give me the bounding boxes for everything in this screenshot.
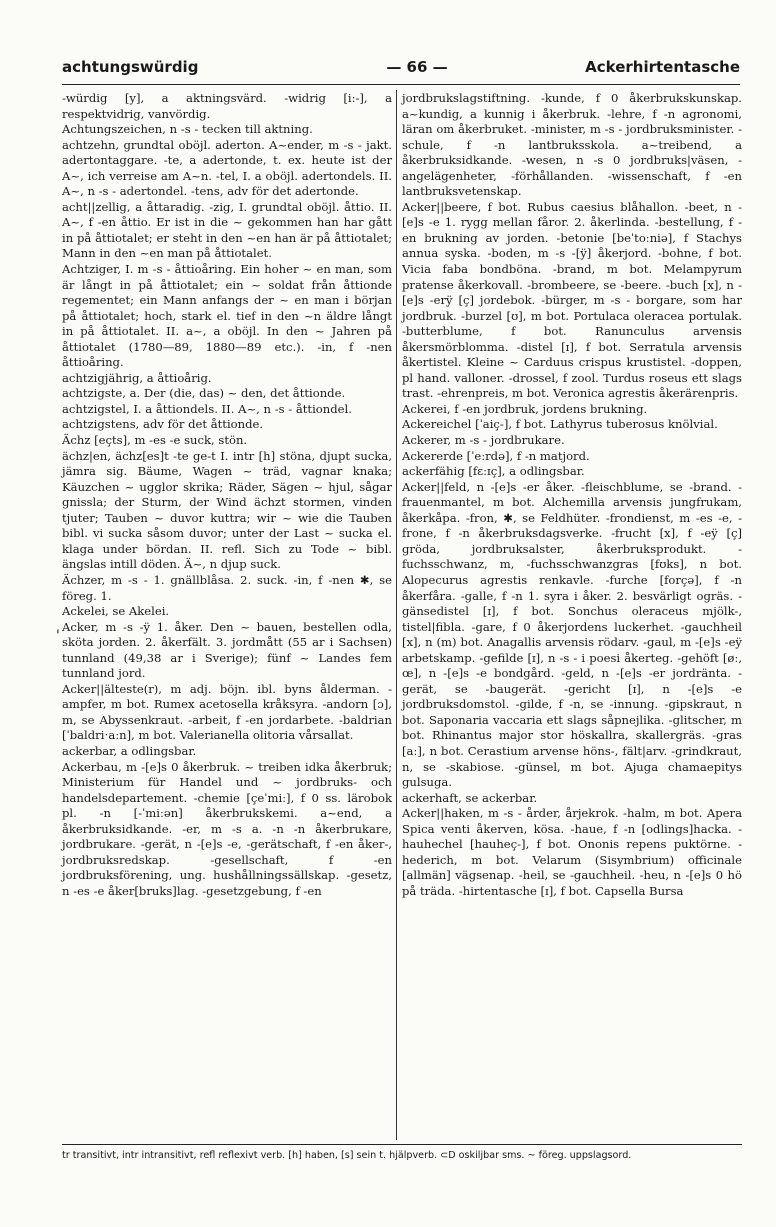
entry: Ackererde [ˈeːrdə], f -n matjord. <box>402 448 590 463</box>
entry: ackerbar, a odlingsbar. <box>62 743 197 758</box>
entry: Ackelei, se Akelei. <box>62 604 170 619</box>
entry: achtzigstel, I. a åttiondels. II. A~, n -s - åttiondel. <box>62 401 352 416</box>
left-column <box>62 91 392 899</box>
entry: jordbrukslagstiftning. -kunde, f 0 åkerbrukskunskap. a~kundig, a kunnig i åkerbruk. -lehre, f -n agronomi, läran om åkerbruket. -minister, m -s - jordbruksminister. -schule, f -n lantbruksskola. a~treibend, a åkerbruksidkande. -wesen, n -s 0 jordbruks|väsen, -angelägenheter, -förhållanden. -wissenschaft, f -en lantbruksvetenskap. <box>402 91 742 199</box>
right-column <box>402 91 742 899</box>
entry: Acker, m -s -ÿ 1. åker. Den ~ bauen, bestellen odla, sköta jorden. 2. åkerfält. 3. jordmått (55 ar i Sachsen) tunnland (49,38 ar i Sverige); fünf ~ Landes fem tunnland jord. <box>62 619 392 681</box>
entry: Ackerei, f -en jordbruk, jordens brukning. <box>402 401 648 416</box>
entry: ackerhaft, se ackerbar. <box>402 790 538 805</box>
entry: achtzigste, a. Der (die, das) ~ den, det åttionde. <box>62 386 346 401</box>
abbreviation-footnote: tr transitivt, intr intransitivt, refl reflexivt verb. [h] haben, [s] sein t. hjälpverb. ⊂D oskiljbar sms. ~ föreg. uppslagsord. <box>62 1150 632 1161</box>
entry: Ächzer, m -s - 1. gnällblåsa. 2. suck. -in, f -nen ✱, se föreg. 1. <box>62 572 392 603</box>
entry: Acker||älteste(r), m adj. böjn. ibl. byns ålderman. -ampfer, m bot. Rumex acetosella kråksyra. -andorn [ɔ], m, se Abyssenkraut. -arbeit, f -en jordarbete. -baldrian [ˈbaldriˑaːn], m bot. Valerianella olitoria vårsallat. <box>62 681 392 743</box>
entry: ächz|en, ächz[es]t -te ge-t I. intr [h] stöna, djupt sucka, jämra sig. Bäume, Wagen ~ träd, vagnar knaka; Käuzchen ~ ugglor skrika; Räder, Sägen ~ hjul, sågar gnissla; der Sturm, der Wind ächzt stormen, vinden tjuter; Tauben ~ duvor kuttra; wir ~ wie die Tauben bibl. vi sucka såsom duvor; unter der Last ~ sucka el. klaga under bördan. II. refl. Sich zu Tode ~ bibl. ängslas intill döden. Ä~, n djup suck. <box>62 448 392 572</box>
entry: achtzigstens, adv för det åttionde. <box>62 417 264 432</box>
entry: Ackerbau, m -[e]s 0 åkerbruk. ~ treiben idka åkerbruk; Ministerium für Handel und ~ jordbruks- och handelsdepartement. -chemie [çeˈmiː], f 0 ss. lärobok pl. -n [-ˈmiːən] åkerbrukskemi. a~end, a åkerbruksidkande. -er, m -s a. -n -n åkerbrukare, jordbrukare. -gerät, n -[e]s -e, -gerätschaft, f -en åker-, jordbruksredskap. -gesellschaft, f -en jordbruksförening, ung. hushållningssällskap. -gesetz, n -es -e åker[bruks]lag. -gesetzgebung, f -en <box>62 759 392 898</box>
header-right-guideword: Ackerhirtentasche <box>585 58 740 76</box>
column-divider <box>396 90 397 1140</box>
entry: ackerfähig [fɛːɪç], a odlingsbar. <box>402 464 585 479</box>
running-header <box>62 58 740 84</box>
entry: Ächz [eçts], m -es -e suck, stön. <box>62 433 248 448</box>
entry: acht||zellig, a åttaradig. -zig, I. grundtal oböjl. åttio. II. A~, f -en åttio. Er ist in die ~ gekommen han har gått in på åttiotalet; er steht in den ~en han är på åttiotalet; Mann in den ~en man på åttiotalet. <box>62 199 392 261</box>
entry: Acker||beere, f bot. Rubus caesius blåhallon. -beet, n -[e]s -e 1. rygg mellan fåror. 2. åkerlinda. -bestellung, f -en brukning av jorden. -betonie [beˈtoːniə], f Stachys annua syska. -boden, m -s -[ÿ] åkerjord. -bohne, f bot. Vicia faba bondböna. -brand, m bot. Melampyrum pratense åkerkovall. -brombeere, se -beere. -buch [x], n -[e]s -erÿ [ç] jordebok. -bürger, m -s - borgare, som har jordbruk. -burzel [ʊ], m bot. Portulaca oleracea portulak. -butterblume, f bot. Ranunculus arvensis åkersmörblomma. -distel [ɪ], f bot. Serratula arvensis åkertistel. Kleine ~ Carduus crispus krustistel. -doppen, pl hand. valloner. -drossel, f zool. Turdus roseus ett slags trast. -ehrenpreis, m bot. Veronica agrestis åkerärenpris. <box>402 199 742 401</box>
entry: -würdig [y], a aktningsvärd. -widrig [i:-], a respektvidrig, vanvördig. <box>62 91 392 121</box>
entry: achtzigjährig, a åttioårig. <box>62 370 212 385</box>
page-number: — 66 — <box>386 58 448 76</box>
margin-mark: ' <box>56 628 60 644</box>
entry: Ackereichel [ˈaiç-], f bot. Lathyrus tuberosus knölvial. <box>402 417 718 432</box>
header-left-guideword: achtungswürdig <box>62 58 199 76</box>
entry: achtzehn, grundtal oböjl. aderton. A~ender, m -s - jakt. adertontaggare. -te, a adertonde, t. ex. heute ist der A~, ich verreise am A~n. -tel, I. a oböjl. adertondels. II. A~, n -s - adertondel. -tens, adv för det adertonde. <box>62 137 392 199</box>
entry: Acker||feld, n -[e]s -er åker. -fleischblume, se -brand. -frauenmantel, m bot. Alchemilla arvensis jungfrukam, åkerkåpa. -fron, ✱, se Feldhüter. -frondienst, m -es -e, -frone, f -n åkerbruksdagsverke. -frucht [x], f -eÿ [ç] gröda, jordbruksalster, åkerbruksprodukt. -fuchsschwanz, m, -fuchsschwanzgras [fʊks], n bot. Alopecurus agrestis renkavle. -furche [forçə], f -n åkerfåra. -galle, f -n 1. syra i åker. 2. besvärligt ogräs. -gänsedistel [ɪ], f bot. Sonchus oleraceus mjölk-, tistel|fibla. -gare, f 0 åkerjordens luckerhet. -gauchheil [x], n (m) bot. Anagallis arvensis rödarv. -gaul, m -[e]s -eÿ arbetskamp. -gefilde [ɪ], n -s - i poesi åkerteg. -gehöft [øː, œ], n -[e]s -e bondgård. -geld, n -[e]s -er jordränta. -gerät, se -baugerät. -gericht [ɪ], n -[e]s -e jordbruksdomstol. -gilde, f -n, se -innung. -gipskraut, n bot. Saponaria vaccaria ett slags såpnejlika. -glitscher, m bot. Rhinantus major stor höskallra, skallergräs. -gras [aː], n bot. Cerastium arvense höns-, fält|arv. -grindkraut, n, se -skabiose. -günsel, m bot. Ajuga chamaepitys gulsuga. <box>402 479 742 790</box>
entry: Ackerer, m -s - jordbrukare. <box>402 433 565 448</box>
footer-rule <box>62 1144 742 1145</box>
entry: Achtungszeichen, n -s - tecken till aktning. <box>62 122 313 137</box>
entry: Acker||haken, m -s - årder, årjekrok. -halm, m bot. Apera Spica venti åkerven, kösa. -haue, f -n [odlings]hacka. -hauhechel [hauheç-], f bot. Ononis repens puktörne. -hederich, m bot. Velarum (Sisymbrium) officinale [allmän] vägsenap. -heil, se -gauchheil. -heu, n -[e]s 0 hö på träda. -hirtentasche [ɪ], f bot. Capsella Bursa <box>402 806 742 898</box>
entry: Achtziger, I. m -s - åttioåring. Ein hoher ~ en man, som är långt in på åttiotalet; ein ~ soldat från åttionde regementet; ein Mann anfangs der ~ en man i början på åttiotalet; hoch, stark el. tief in den ~n äldre långt in på åttiotalet. II. a~, a oböjl. In den ~ Jahren på åttiotalet (1780—89, 1880—89 etc.). -in, f -nen åttioåring. <box>62 262 392 370</box>
header-rule <box>62 84 740 85</box>
